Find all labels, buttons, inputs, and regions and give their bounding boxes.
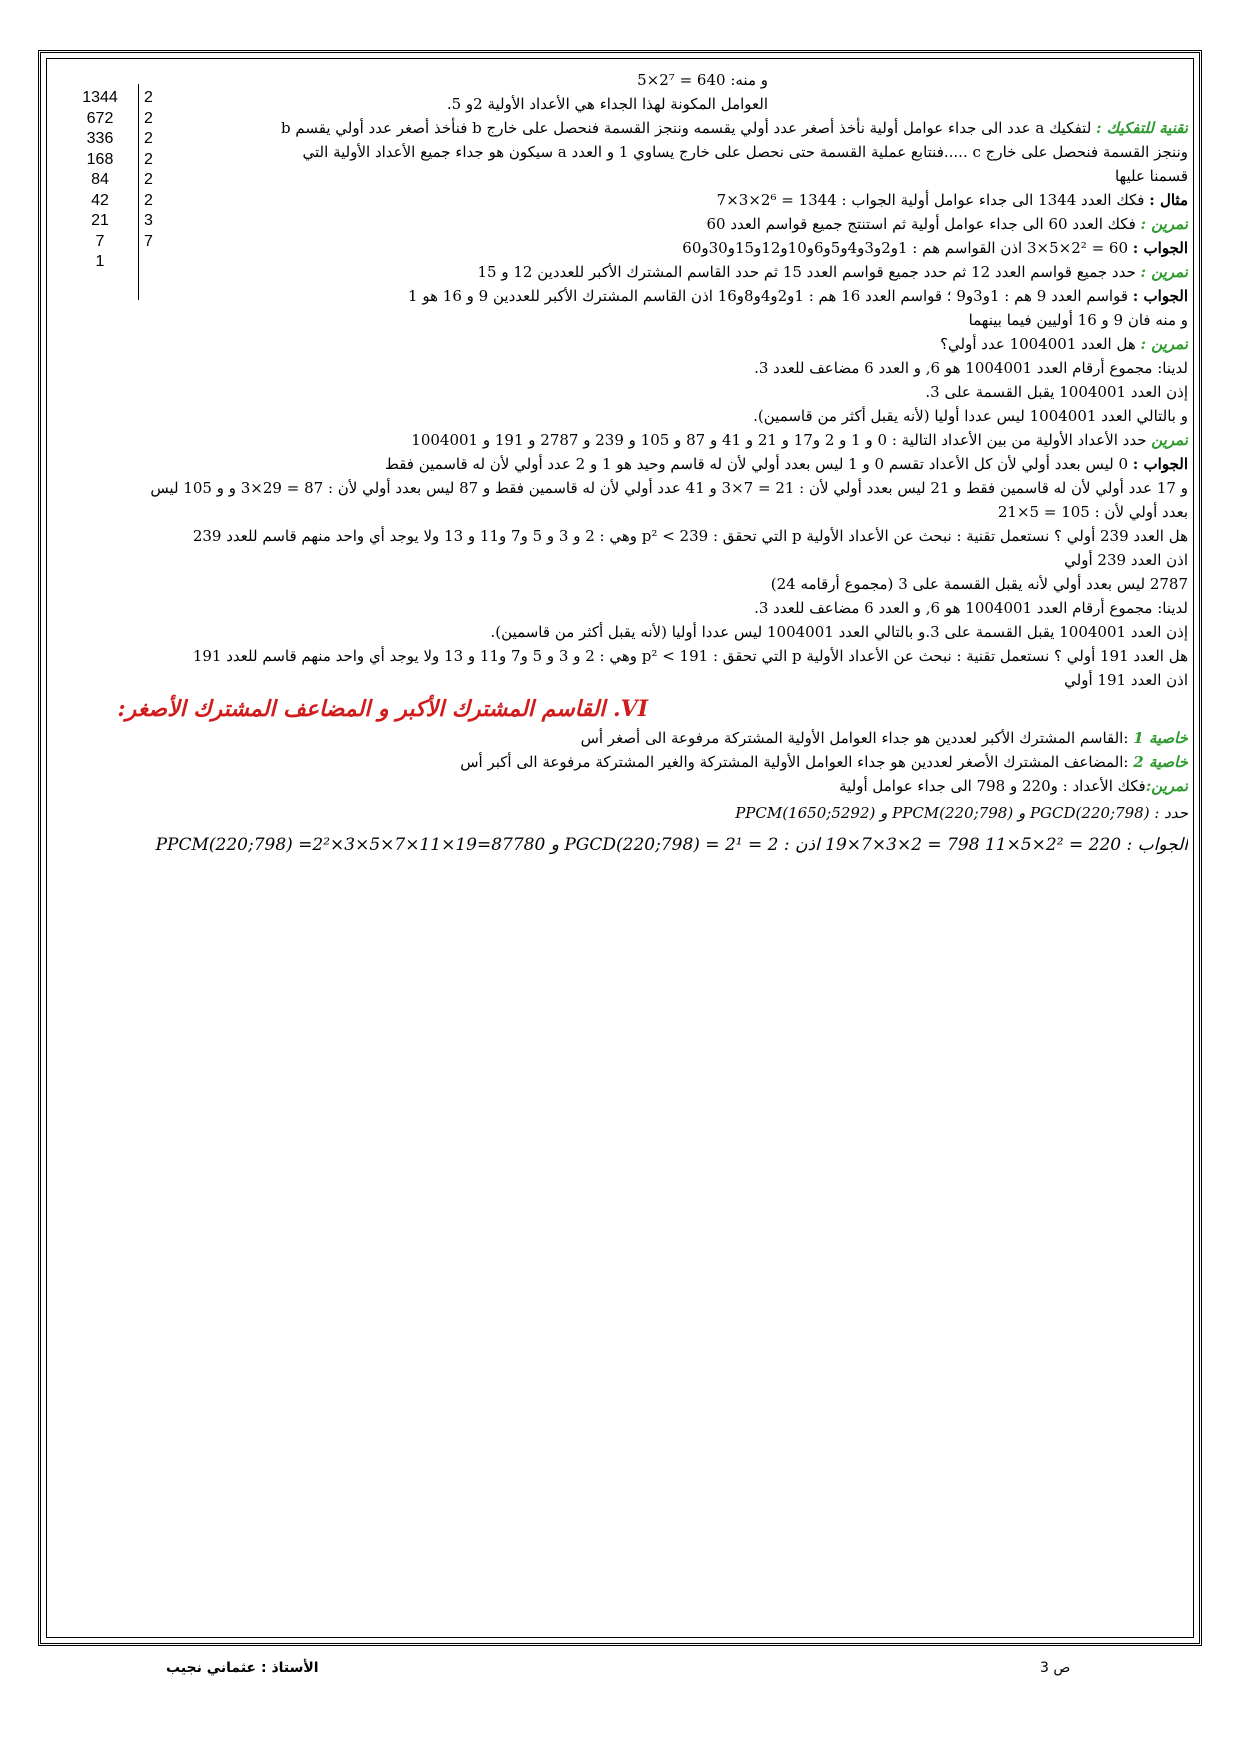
technique-label: تقنية للتفكيك : (1096, 119, 1188, 137)
task-line: حدد : PGCD(220;798) و PPCM(220;798) و PPCM(1650;5292) (735, 804, 1188, 822)
ladder-divisor: 7 (144, 232, 153, 250)
answer-label: الجواب : (1132, 287, 1188, 305)
text-line: وننجز القسمة فنحصل على خارج c .....فنتابع عملية القسمة حتى نحصل على خارج يساوي 1 و العدد a سيكون هو جداء جميع الأعداد الأولية التي (302, 143, 1188, 161)
ladder-divisor: 2 (144, 109, 153, 127)
exercise-label: تمرين: (1145, 777, 1188, 795)
text-line: اذن العدد 191 أولي (1064, 671, 1188, 689)
exercise-text: فكك العدد 60 الى جداء عوامل أولية ثم استنتج جميع قواسم العدد 60 (706, 215, 1141, 233)
final-answer-line: الجواب : 220 = 2²×5×11 798 = 2×3×7×19 اذن : PGCD(220;798) = 2¹ = 2 و PPCM(220;798) =2²×3×5×7×11×19=87780 (155, 835, 1188, 855)
section-title: VI. القاسم المشترك الأكبر و المضاعف المشترك الأصغر: (117, 696, 648, 722)
answer-text: 60 = 2²×5×3 اذن القواسم هم : 1و2و3و4و5و6و10و12و15و30و60 (682, 239, 1133, 257)
answer-label: الجواب : (1132, 455, 1188, 473)
text-line: قسمنا عليها (1114, 167, 1188, 185)
exercise-line (52, 260, 1188, 284)
answer-line (52, 452, 1188, 476)
ladder-number: 7 (95, 232, 105, 250)
technique-text: لتفكيك a عدد الى جداء عوامل أولية نأخذ أصغر عدد أولي يقسمه وننجز القسمة فنحصل على خارج b فنأخذ أصغر عدد أولي يقسم b (281, 119, 1097, 137)
ladder-divisor: 2 (144, 191, 153, 209)
text-line: هل العدد 239 أولي ؟ نستعمل تقنية : نبحث عن الأعداد الأولية p التي تحقق : 239 > p² وهي : 2 و 3 و 5 و7 و11 و 13 ولا يوجد أي واحد منهم قاسم للعدد 239 (192, 527, 1188, 545)
text-line: و 17 عدد أولي لأن له قاسمين فقط و 21 ليس بعدد أولي لأن : 21 = 7×3 و 41 عدد أولي لأن له قاسمين فقط و 87 ليس بعدد أولي لأن : 87 = 29×3 و و 105 ليس (150, 479, 1188, 497)
text-line: 2787 ليس بعدد أولي لأنه يقبل القسمة على 3 (مجموع أرقامه 24) (770, 575, 1188, 593)
text-line: هل العدد 191 أولي ؟ نستعمل تقنية : نبحث عن الأعداد الأولية p التي تحقق : 191 > p² وهي : 2 و 3 و 5 و7 و11 و 13 ولا يوجد أي واحد منهم قاسم للعدد 191 (192, 647, 1188, 665)
exercise-label: تمرين : (1140, 215, 1188, 233)
ladder-number: 672 (86, 109, 114, 127)
page-number: ص 3 (1040, 1660, 1071, 1676)
ladder-number: 84 (91, 171, 109, 188)
exercise-line (52, 212, 1188, 236)
text-line: لدينا: مجموع أرقام العدد 1004001 هو 6, و العدد 6 مضاعف للعدد 3. (754, 599, 1188, 617)
exercise-label: تمرين : (1140, 263, 1188, 281)
answer-text: قواسم العدد 9 هم : 1و3و9 ؛ قواسم العدد 16 هم : 1و2و4و8و16 اذن القاسم المشترك الأكبر للعددين 9 و 16 هو 1 (408, 287, 1133, 305)
text-line: لدينا: مجموع أرقام العدد 1004001 هو 6, و العدد 6 مضاعف للعدد 3. (754, 359, 1188, 377)
ladder-number: 42 (91, 191, 109, 209)
exercise-line (52, 428, 1188, 452)
text-line: و بالتالي العدد 1004001 ليس عددا أوليا (لأنه يقبل أكثر من قاسمين). (753, 407, 1188, 425)
ladder-number: 1 (95, 253, 105, 270)
answer-line (52, 284, 1188, 308)
ladder-number: 1344 (82, 89, 118, 106)
exercise-line (52, 332, 1188, 356)
answer-label: الجواب : (1132, 239, 1188, 257)
text-line: إذن العدد 1004001 يقبل القسمة على 3.و بالتالي العدد 1004001 ليس عددا أوليا (لأنه يقبل أكثر من قاسمين). (490, 623, 1188, 641)
teacher-name: الأستاذ : عثماني نجيب (166, 1660, 319, 1676)
text-line: العوامل المكونة لهذا الجداء هي الأعداد الأولية 2و 5. (446, 95, 768, 113)
property-label: خاصية 1 (1133, 729, 1188, 747)
property-text: :القاسم المشترك الأكبر لعددين هو جداء العوامل الأولية المشتركة مرفوعة الى أصغر أس (580, 729, 1134, 747)
example-text: فكك العدد 1344 الى جداء عوامل أولية الجواب : 1344 = 2⁶×3×7 (716, 191, 1150, 209)
property-line (52, 750, 1188, 774)
ladder-number: 168 (86, 150, 114, 168)
answer-line (52, 236, 1188, 260)
exercise-text: هل العدد 1004001 عدد أولي؟ (940, 335, 1141, 353)
ladder-number: 21 (91, 212, 109, 229)
text-line: إذن العدد 1004001 يقبل القسمة على 3. (925, 383, 1188, 401)
property-label: خاصية 2 (1133, 753, 1188, 771)
ladder-divisor: 2 (144, 89, 153, 106)
exercise-text: فكك الأعداد : و220 و 798 الى جداء عوامل أولية (839, 777, 1146, 795)
technique-line (52, 116, 1188, 140)
ladder-divisor: 2 (144, 150, 153, 168)
text-line: اذن العدد 239 أولي (1064, 551, 1188, 569)
text-line: بعدد أولي لأن : 105 = 5×21 (997, 503, 1188, 521)
ladder-divisor: 2 (144, 130, 153, 147)
answer-text: 0 ليس بعدد أولي لأن كل الأعداد تقسم 0 و 1 ليس بعدد أولي لأن له قاسم وحيد هو 1 و 2 عدد أولي لأن له قاسمين فقط (384, 455, 1133, 473)
exercise-line (52, 774, 1188, 798)
ladder-divisor: 3 (144, 212, 153, 229)
example-label: مثال : (1149, 191, 1188, 209)
text-line: و منه فان 9 و 16 أوليين فيما بينهما (968, 311, 1188, 329)
ladder-number: 336 (86, 130, 114, 147)
exercise-text: حدد الأعداد الأولية من بين الأعداد التالية : 0 و 1 و 2 و17 و 21 و 41 و 87 و 105 و 239 و 2787 و 191 و 1004001 (411, 431, 1152, 449)
property-line (52, 726, 1188, 750)
exercise-text: حدد جميع قواسم العدد 12 ثم حدد جميع قواسم العدد 15 ثم حدد القاسم المشترك الأكبر للعددين 12 و 15 (477, 263, 1141, 281)
example-line (52, 188, 1188, 212)
ladder-divisor: 2 (144, 171, 153, 188)
document-body (52, 68, 1188, 862)
property-text: :المضاعف المشترك الأصغر لعددين هو جداء العوامل الأولية المشتركة والغير المشتركة مرفوعة الى أكبر أس (460, 753, 1134, 771)
text-line: و منه: 640 = 2⁷×5 (637, 71, 768, 89)
exercise-label: تمرين (1151, 431, 1188, 449)
exercise-label: تمرين : (1140, 335, 1188, 353)
